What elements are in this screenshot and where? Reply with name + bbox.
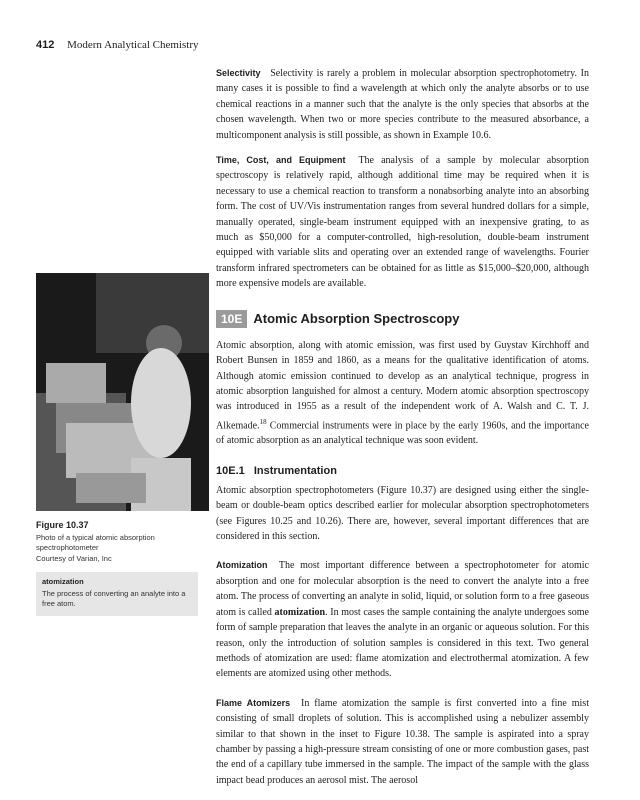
figure-label: Figure 10.37 [36, 520, 89, 530]
glossary-term: atomization [42, 577, 84, 586]
glossary-definition: The process of converting an analyte into a free atom. [42, 588, 186, 608]
reference-mark: 18 [259, 417, 267, 426]
section-title: Atomic Absorption Spectroscopy [253, 311, 460, 327]
figure-caption-text: Photo of a typical atomic absorption spectrophotometer [36, 532, 155, 552]
selectivity-paragraph [216, 66, 589, 143]
selectivity-text: Selectivity is rarely a problem in molecular absorption spectrophotometry. In many cases it is possible to find a wavelength at which only the analyte absorbs or to use chemical reactions in a manner such that the analyte is the only species that absorbs at the chosen wavelength. When two or more species contribute to the measured absorbance, a multicomponent analysis is still possible, as shown in Example 10.6. [216, 68, 590, 141]
intro-text-b: Commercial instruments were in place by the early 1960s, and the importance of atomic absorption as an analytical technique was soon evident. [216, 420, 589, 447]
section-heading [216, 310, 589, 328]
section-intro [216, 338, 589, 449]
atomization-term: atomization [274, 606, 326, 618]
atomization-text-a: The most important difference between a spectrophotometer for atomic absorption and one for molecular absorption is the need to convert the analyte into a free atom. The process of converting an analyte in solid, liquid, or solution form to a free gaseous atom is called [216, 560, 589, 618]
glossary-box [36, 572, 198, 616]
spectrophotometer-photo [36, 273, 209, 511]
flame-heading: Flame Atomizers [216, 697, 291, 708]
flame-paragraph [216, 696, 589, 788]
subsection-heading [216, 465, 589, 477]
intro-text-a: Atomic absorption, along with atomic emission, was first used by Guystav Kirchhoff and Robert Bunsen in 1859 and 1860, as a means for the qualitative identification of atoms. Although atomic emission continued to develop as an analytical technique, progress in atomic absorption languished for almost a century. Modern atomic absorption spectroscopy was introduced in 1955 as a result of the independent work of A. Walsh and C. T. J. Alkemade. [216, 339, 589, 432]
subsection-title: Instrumentation [253, 464, 337, 477]
subsection-number: 10E.1 [216, 464, 245, 477]
figure-caption [36, 520, 186, 564]
time-cost-heading: Time, Cost, and Equipment [216, 155, 346, 166]
running-header [36, 39, 198, 51]
atomization-heading: Atomization [216, 560, 268, 571]
figure-credit: Courtesy of Varian, Inc [36, 553, 112, 563]
selectivity-heading: Selectivity [216, 68, 261, 78]
book-title: Modern Analytical Chemistry [67, 39, 199, 51]
time-cost-paragraph [216, 153, 589, 292]
flame-text: In flame atomization the sample is first converted into a fine mist consisting of small droplets of solution. This is accomplished using a nebulizer assembly similar to that shown in the inset to Figure 10.38. The sample is aspirated into a spray chamber by passing a high-pressure stream consisting of one or more combustion gases, past the end of a capillary tube immersed in the sample. The impact of the sample with the glass impact bead produces an aerosol mist. The aerosol [216, 697, 589, 786]
instrumentation-paragraph: Atomic absorption spectrophotometers (Figure 10.37) are designed using either the single-beam or double-beam optics described earlier for molecular absorption spectrophotometers (see Figures 10.25 and 10.26). There are, however, several important differences that are considered in this section. [216, 484, 589, 543]
main-column [216, 66, 589, 798]
section-number: 10E [216, 310, 247, 328]
time-cost-text: The analysis of a sample by molecular absorption spectroscopy is relatively rapid, although additional time may be required when it is necessary to use a chemical reaction to transform a nonabsorbing analyte into an absorbing form. The cost of UV/Vis instrumentation ranges from several hundred dollars for a simple, manually operated, single-beam instrument equipped with an inexpensive grating, to as much as $50,000 for a computer-controlled, high-resolution, double-beam instrument equipped with variable slits and operating over an extended range of wavelengths. Fourier transform infrared spectrometers can be obtained for as little as $15,000–$20,000, although more expensive models are available. [216, 155, 589, 290]
atomization-text-b: . In most cases the sample containing the analyte undergoes some form of sample preparation that leaves the analyte in an organic or aqueous solution. For this reason, only the introduction of solution samples is considered in this text. Two general methods of atomization are used: flame atomization and electrothermal atomization. A few elements are atomized using other methods. [216, 606, 589, 680]
page-number: 412 [36, 39, 55, 51]
atomization-paragraph [216, 558, 589, 681]
